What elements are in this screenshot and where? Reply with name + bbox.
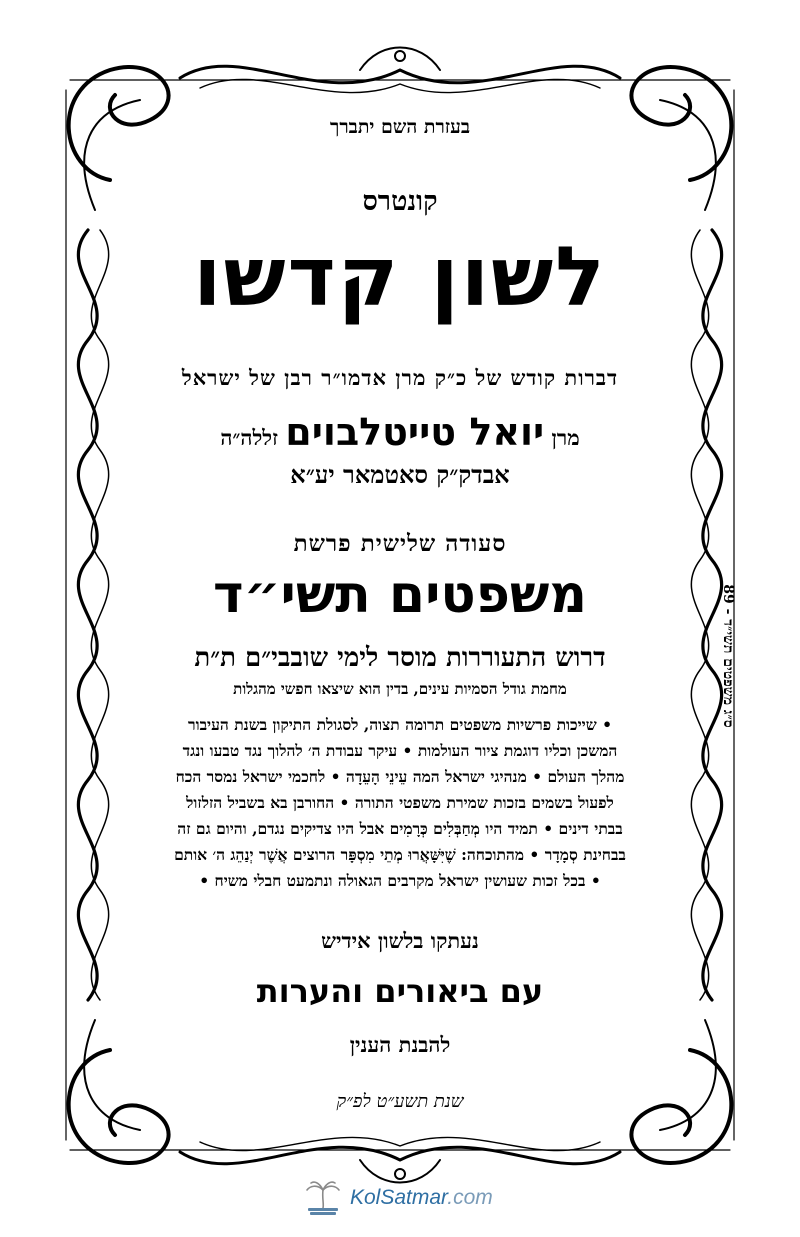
drush-title: דרוש התעוררות מוסר לימי שובבי״ם ת״ת xyxy=(194,643,606,673)
understanding-line: להבנת הענין xyxy=(349,1032,451,1057)
rebbe-name-line xyxy=(120,410,680,454)
words-of-holiness-line: דברות קודש של כ״ק מרן אדמו״ר רבן של ישראל xyxy=(181,365,619,390)
kuntres-label: קונטרס xyxy=(362,186,438,217)
rebbe-name: יואל טייטלבוים xyxy=(285,410,545,454)
summary-line: בבחינת סְמָדָר • מהתוכחה: שֶׁיִּשָּׁאֲרוּ מְתֵי מִסְפָּר הרוצים אֲשֶׁר יְנַהֵג ה׳ אותם xyxy=(174,845,626,864)
drush-subtitle: מחמת גודל הסמיות עינים, בדין הוא שיצאו חפשי מהגלות xyxy=(233,680,567,698)
translation-note: נעתקו בלשון אידיש xyxy=(321,928,479,953)
summary-line: • בכל זכות שעושין ישראל מקרבים הגאולה ונתמעט חבלי משיח • xyxy=(199,871,601,890)
logo-suffix: .com xyxy=(447,1186,493,1209)
left-side-ornament xyxy=(78,230,108,1000)
palm-tree-books-icon xyxy=(302,1178,344,1218)
with-notes-title: עם ביאורים והערות xyxy=(256,972,544,1010)
parsha-title: משפטים תשי״ד xyxy=(213,565,587,625)
side-page-label: ס״ג משפטים תשי״ד - 89 xyxy=(720,584,736,728)
blessing-header: בעזרת השם יתברך xyxy=(330,116,470,138)
main-title: לשון קדשו xyxy=(193,230,607,325)
summary-line: מהלך העולם • מנהיגי ישראל המה עֵינֵי הָעֵדָה • לחכמי ישראל נמסר הכח xyxy=(175,767,625,786)
summary-line: המשכן וכליו דוגמת ציור העולמות • עיקר עבודת ה׳ להלוך נגד טבעו ונגד xyxy=(182,741,618,760)
publication-year: שנת תשע״ט לפ״ק xyxy=(336,1091,464,1112)
avdak-line: אבדק״ק סאטמאר יע״א xyxy=(290,460,510,489)
logo-name: KolSatmar xyxy=(350,1186,448,1209)
top-flourish xyxy=(180,48,620,93)
seuda-line: סעודה שלישית פרשת xyxy=(293,530,507,557)
title-content xyxy=(120,110,680,1140)
bottom-flourish xyxy=(180,1137,620,1182)
rebbe-suffix: זללה״ה xyxy=(220,425,278,450)
rebbe-prefix: מרן xyxy=(551,425,580,450)
topics-summary xyxy=(120,712,680,894)
summary-line: • שייכות פרשיות משפטים תרומה תצוה, לסגולת התיקון בשנת העיבור xyxy=(188,715,612,734)
summary-line: בבתי דינים • תמיד היו מְחַבְּלִים כְּרָמִים אבל היו צדיקים נגדם, והיום גם זה xyxy=(177,819,623,838)
summary-line: לפעול בשמים בזכות שמירת משפטי התורה • החורבן בא בשביל הזלזול xyxy=(186,793,614,812)
kolsatmar-logo[interactable] xyxy=(302,1178,502,1218)
